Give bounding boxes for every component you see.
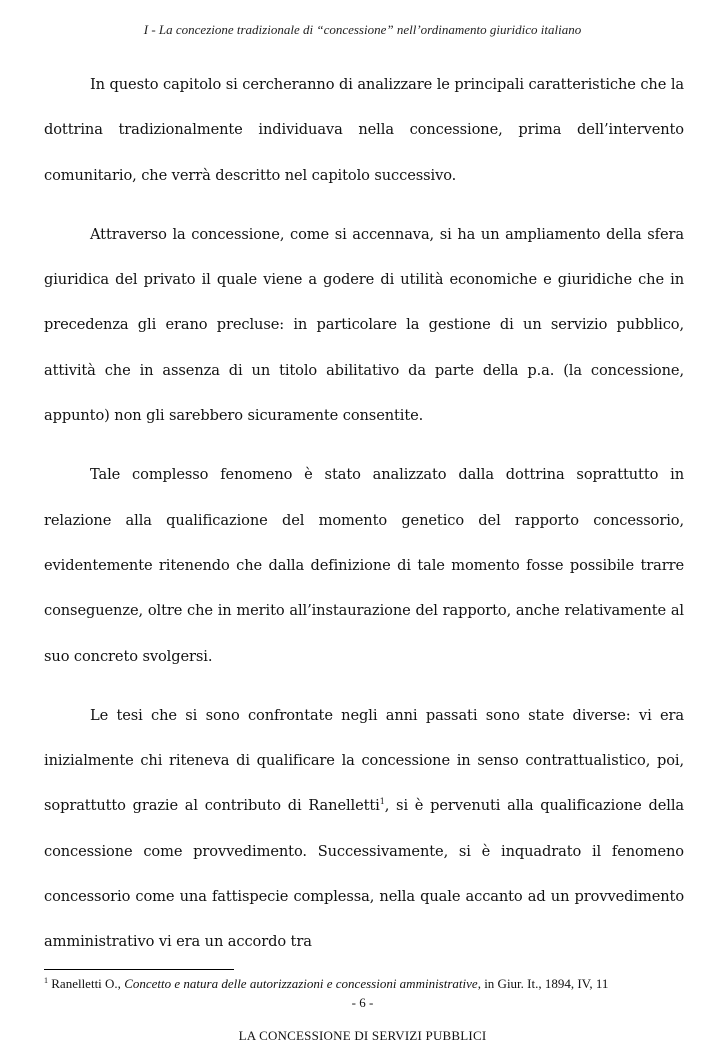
footnote-reference[interactable]: 1: [379, 797, 385, 807]
running-header: I - La concezione tradizionale di “concessione” nell’ordinamento giuridico italiano: [143, 22, 582, 37]
paragraph-1: In questo capitolo si cercheranno di analizzare le principali caratteristiche che la dottrina tradizionalmente individuava nella concessione, prima dell’intervento comunitario, che verrà descritto nel capitolo successivo.: [44, 76, 684, 184]
footnote-separator: [44, 969, 234, 970]
running-footer: LA CONCESSIONE DI SERVIZI PUBBLICI: [238, 1028, 487, 1043]
footnote-number: 1: [44, 976, 48, 985]
footnote-author: Ranelletti O.,: [51, 976, 121, 991]
paragraph-2: Attraverso la concessione, come si accennava, si ha un ampliamento della sfera giuridica del privato il quale viene a godere di utilità economiche e giuridiche che in precedenza gli erano precluse: in particolare la gestione di un servizio pubblico, attività che in assenza di un titolo abilitativo da parte della p.a. (la concessione, appunto) non gli sarebbero sicuramente consentite.: [44, 225, 684, 425]
paragraph-4-text-start: Le tesi che si sono confrontate negli anni passati sono state diverse: vi era inizialmente chi riteneva di qualificare la concessione in senso contrattualistico, poi, soprattutto grazie al contributo di Ranelletti: [44, 706, 684, 815]
footnote: [44, 976, 684, 992]
paragraph-4: [44, 693, 684, 965]
body-text: [44, 62, 684, 979]
footnote-title: Concetto e natura delle autorizzazioni e concessioni amministrative: [124, 976, 478, 991]
footnote-citation: , in Giur. It., 1894, IV, 11: [477, 976, 609, 991]
page-number: - 6 -: [351, 995, 374, 1010]
paragraph-4-text-end: , si è pervenuti alla qualificazione della concessione come provvedimento. Successivamente, si è inquadrato il fenomeno concessorio come una fattispecie complessa, nella quale accanto ad un provvedimento amministrativo vi era un accordo tra: [44, 797, 684, 951]
paragraph-3: Tale complesso fenomeno è stato analizzato dalla dottrina soprattutto in relazione alla qualificazione del momento genetico del rapporto concessorio, evidentemente ritenendo che dalla definizione di tale momento fosse possibile trarre conseguenze, oltre che in merito all’instaurazione del rapporto, anche relativamente al suo concreto svolgersi.: [44, 466, 684, 665]
